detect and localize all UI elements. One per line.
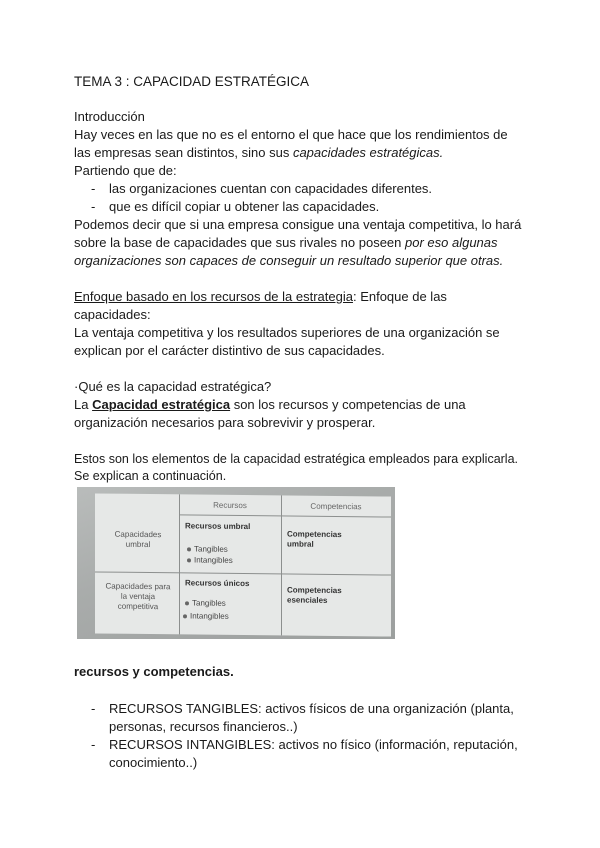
table-row-label: Capacidades para la ventaja competitiva (105, 581, 171, 612)
intro-italic-text: capacidades estratégicas. (292, 145, 444, 160)
table-row-label: Capacidades umbral (114, 529, 162, 550)
table-cell-item: Intangibles (187, 555, 233, 565)
intro-line (74, 234, 498, 252)
table-cell-heading: Competencias umbral (287, 529, 342, 549)
enfoque-text: : Enfoque de las (352, 289, 447, 304)
intro-italic-text: por eso algunas (405, 235, 498, 250)
table-cell-item: Tangibles (187, 544, 228, 554)
elements-line: Estos son los elementos de la capacidad estratégica empleados para explicarla. (74, 452, 519, 466)
enfoque-line (74, 288, 447, 306)
intro-line: Hay veces en las que no es el entorno el que hace que los rendimientos de (74, 127, 508, 142)
definition-line: organización necesarios para sobrevivir y prosperar. (74, 415, 376, 430)
table-photo (77, 487, 395, 639)
table-cell-item: Intangibles (183, 611, 229, 621)
definition-text: La (74, 397, 93, 412)
intro-heading: Introducción (74, 109, 145, 124)
list-item-continuation: personas, recursos financieros..) (109, 719, 298, 734)
enfoque-underlined-title: Enfoque basado en los recursos de la estrategia (74, 289, 353, 304)
table-cell-item: Tangibles (185, 598, 226, 608)
intro-italic-line: organizaciones son capaces de conseguir un resultado superior que otras. (74, 253, 504, 268)
definition-term: Capacidad estratégica (92, 397, 231, 412)
list-item: que es difícil copiar u obtener las capacidades. (109, 199, 380, 214)
page-title: TEMA 3 : CAPACIDAD ESTRATÉGICA (74, 74, 310, 89)
enfoque-line: capacidades: (74, 307, 151, 322)
list-item-continuation: conocimiento..) (109, 755, 198, 770)
table-header-recursos: Recursos (213, 500, 247, 511)
section-heading: recursos y competencias. (74, 664, 234, 679)
list-item: RECURSOS TANGIBLES: activos físicos de una organización (planta, (109, 701, 514, 716)
table-cell-heading: Recursos umbral (185, 521, 251, 532)
capability-table (95, 493, 391, 636)
table-header-competencias: Competencias (310, 501, 362, 512)
list-item: RECURSOS INTANGIBLES: activos no físico (información, reputación, (109, 737, 518, 752)
list-item: las organizaciones cuentan con capacidades diferentes. (109, 181, 433, 196)
intro-line: Podemos decir que si una empresa consigue una ventaja competitiva, lo hará (74, 217, 522, 232)
intro-line: Partiendo que de: (74, 163, 177, 178)
enfoque-line: explican por el carácter distintivo de sus capacidades. (74, 343, 385, 358)
bullet-dash: - (91, 737, 96, 752)
table-cell-heading: Recursos únicos (185, 578, 250, 589)
enfoque-line: La ventaja competitiva y los resultados superiores de una organización se (74, 325, 500, 340)
intro-text: sobre la base de capacidades que sus rivales no poseen (74, 235, 405, 250)
intro-line (74, 144, 443, 162)
intro-text: las empresas sean distintos, sino sus (74, 145, 293, 160)
elements-line: Se explican a continuación. (74, 469, 227, 483)
table-cell-heading: Competencias esenciales (287, 585, 342, 605)
bullet-dash: - (91, 181, 96, 196)
bullet-dash: - (91, 199, 96, 214)
bullet-dash: - (91, 701, 96, 716)
question-line: ·Qué es la capacidad estratégica? (74, 379, 272, 394)
definition-line (74, 396, 466, 414)
definition-text: son los recursos y competencias de una (230, 397, 466, 412)
